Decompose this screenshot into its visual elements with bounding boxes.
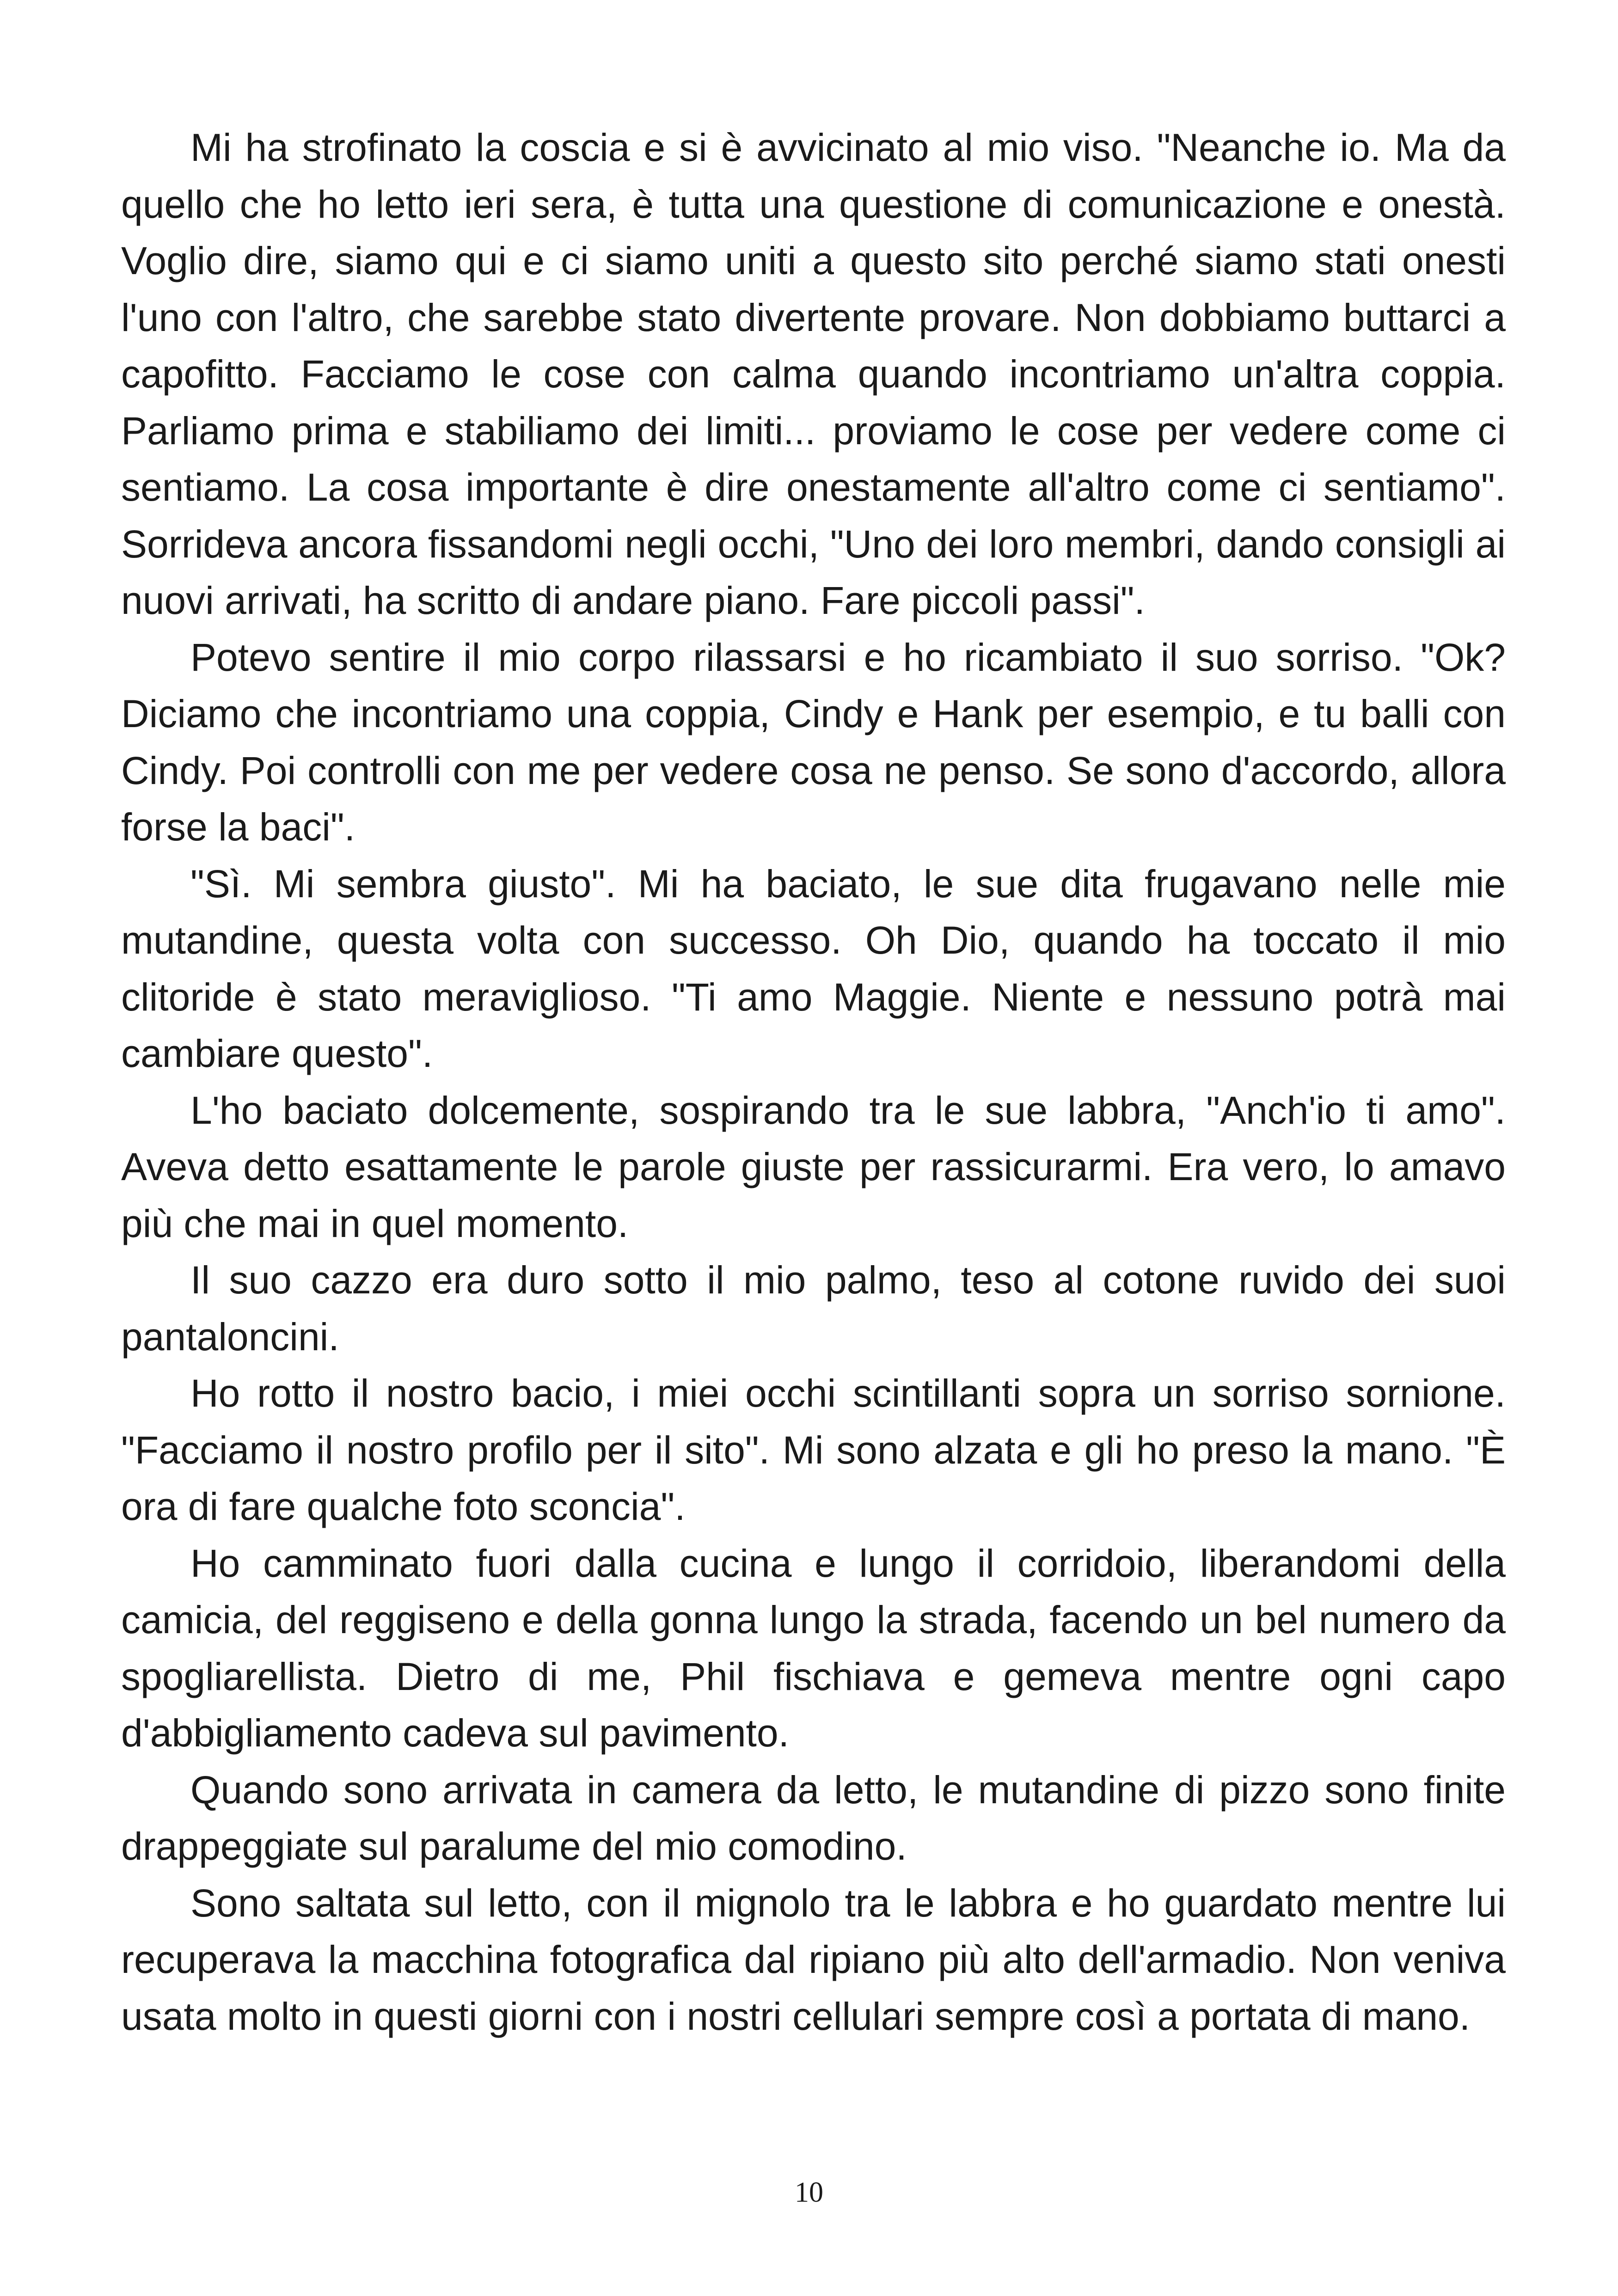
body-text bbox=[121, 119, 1506, 2045]
paragraph: Ho rotto il nostro bacio, i miei occhi scintillanti sopra un sorriso sornione. "Facciamo il nostro profilo per il sito". Mi sono alzata e gli ho preso la mano. "È ora di fare qualche foto sconcia". bbox=[121, 1371, 1506, 1528]
paragraph: Quando sono arrivata in camera da letto, le mutandine di pizzo sono finite drappeggiate sul paralume del mio comodino. bbox=[121, 1768, 1506, 1868]
paragraph: Mi ha strofinato la coscia e si è avvicinato al mio viso. "Neanche io. Ma da quello che ho letto ieri sera, è tutta una questione di comunicazione e onestà. Voglio dire, siamo qui e ci siamo uniti a questo sito perché siamo stati onesti l'uno con l'altro, che sarebbe stato divertente provare. Non dobbiamo buttarci a capofitto. Facciamo le cose con calma quando incontriamo un'altra coppia. Parliamo prima e stabiliamo dei limiti... proviamo le cose per vedere come ci sentiamo. La cosa importante è dire onestamente all'altro come ci sentiamo". Sorrideva ancora fissandomi negli occhi, "Uno dei loro membri, dando consigli ai nuovi arrivati, ha scritto di andare piano. Fare piccoli passi". bbox=[121, 126, 1506, 622]
paragraph: L'ho baciato dolcemente, sospirando tra le sue labbra, "Anch'io ti amo". Aveva detto esattamente le parole giuste per rassicurarmi. Era vero, lo amavo più che mai in quel momento. bbox=[121, 1088, 1506, 1245]
paragraph: "Sì. Mi sembra giusto". Mi ha baciato, le sue dita frugavano nelle mie mutandine, questa volta con successo. Oh Dio, quando ha toccato il mio clitoride è stato meraviglioso. "Ti amo Maggie. Niente e nessuno potrà mai cambiare questo". bbox=[121, 862, 1506, 1075]
paragraph: Il suo cazzo era duro sotto il mio palmo, teso al cotone ruvido dei suoi pantaloncini. bbox=[121, 1258, 1506, 1359]
paragraph: Potevo sentire il mio corpo rilassarsi e ho ricambiato il suo sorriso. "Ok? Diciamo che incontriamo una coppia, Cindy e Hank per esempio, e tu balli con Cindy. Poi controlli con me per vedere cosa ne penso. Se sono d'accordo, allora forse la baci". bbox=[121, 635, 1506, 849]
paragraph: Sono saltata sul letto, con il mignolo tra le labbra e ho guardato mentre lui recuperava la macchina fotografica dal ripiano più alto dell'armadio. Non veniva usata molto in questi giorni con i nostri cellulari sempre così a portata di mano. bbox=[121, 1881, 1506, 2038]
paragraph: Ho camminato fuori dalla cucina e lungo il corridoio, liberandomi della camicia, del reggiseno e della gonna lungo la strada, facendo un bel numero da spogliarellista. Dietro di me, Phil fischiava e gemeva mentre ogni capo d'abbigliamento cadeva sul pavimento. bbox=[121, 1541, 1506, 1755]
page-number: 10 bbox=[795, 2177, 823, 2208]
